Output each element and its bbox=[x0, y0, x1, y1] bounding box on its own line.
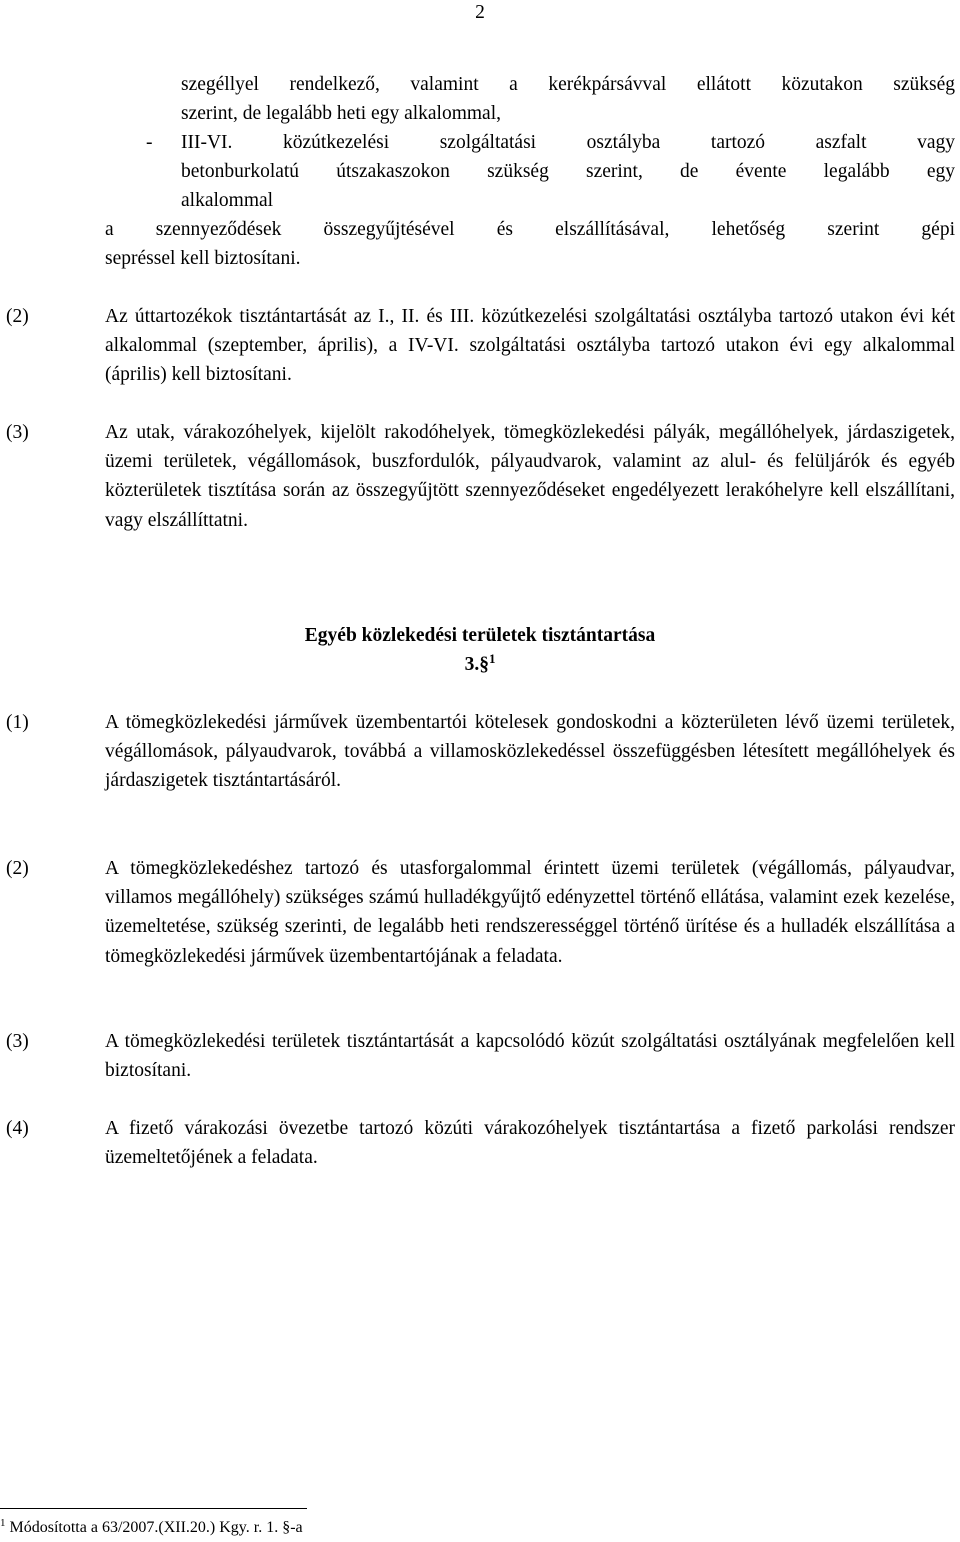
paragraph-text: A tömegközlekedéshez tartozó és utasforgalommal érintett üzemi területek (végállomás, pályaudvar, villamos megállóhely) szükséges számú hulladékgyűjtő edényzettel történő ellátása, valamint ezek kezelése, üzemeltetése, szükség szerinti, de legalább heti rendszerességgel történő ürítése és a hulladék elszállítása a tömegközlekedési járművek üzembentartójának a feladata. bbox=[105, 858, 955, 967]
footnote-text: Módosította a 63/2007.(XII.20.) Kgy. r. 1. §-a bbox=[9, 1519, 303, 1536]
paragraph-number: (4) bbox=[6, 1118, 29, 1139]
list-dash: - bbox=[146, 132, 153, 153]
paragraph-number: (1) bbox=[6, 712, 29, 733]
intro-line: a szennyeződések összegyűjtésével és elszállításával, lehetőség szerint gépi bbox=[105, 219, 955, 240]
paragraph-number: (2) bbox=[6, 306, 29, 327]
paragraph-text: A fizető várakozási övezetbe tartozó közúti várakozóhelyek tisztántartása a fizető parkolási rendszer üzemeltetőjének a feladata. bbox=[105, 1118, 955, 1169]
intro-line: alkalommal bbox=[181, 190, 274, 211]
footnote-marker: 1 bbox=[0, 1517, 6, 1529]
intro-line: szegéllyel rendelkező, valamint a kerékpársávval ellátott közutakon szükség bbox=[181, 74, 955, 95]
footnote-ref: 1 bbox=[488, 651, 496, 666]
paragraph-text: A tömegközlekedési járművek üzembentartói kötelesek gondoskodni a közterületen lévő üzemi területek, végállomások, pályaudvarok, továbbá a villamosközlekedéssel összefüggésben létesített megállóhelyek és járdaszigetek tisztántartásáról. bbox=[105, 712, 955, 792]
paragraph-number: (3) bbox=[6, 1031, 29, 1052]
footnote bbox=[0, 1518, 303, 1538]
section-number-text: 3.§ bbox=[464, 654, 489, 675]
paragraph-text: Az utak, várakozóhelyek, kijelölt rakodóhelyek, tömegközlekedési pályák, megállóhelyek, járdaszigetek, üzemi területek, végállomások, buszfordulók, pályaudvarok, valamint az alul- és felüljárók és egyéb közterületek tisztítása során az összegyűjtött szennyeződéseket engedélyezett lerakóhelyre kell elszállítani, vagy elszállíttatni. bbox=[105, 422, 955, 531]
intro-line: III-VI. közútkezelési szolgáltatási osztályba tartozó aszfalt vagy bbox=[181, 132, 955, 153]
section-number bbox=[0, 650, 960, 679]
section-title: Egyéb közlekedési területek tisztántartása bbox=[304, 625, 656, 646]
intro-line: betonburkolatú útszakaszokon szükség szerint, de évente legalább egy bbox=[181, 161, 955, 182]
paragraph-number: (3) bbox=[6, 422, 29, 443]
page-number: 2 bbox=[475, 2, 485, 23]
paragraph-number: (2) bbox=[6, 858, 29, 879]
paragraph-text: Az úttartozékok tisztántartását az I., II. és III. közútkezelési szolgáltatási osztályba tartozó utakon évi két alkalommal (szeptember, április), a IV-VI. szolgáltatási osztályba tartozó utakon évi egy alkalommal (április) kell biztosítani. bbox=[105, 306, 955, 386]
intro-line: sepréssel kell biztosítani. bbox=[105, 248, 301, 269]
footnote-divider bbox=[0, 1508, 307, 1509]
paragraph-text: A tömegközlekedési területek tisztántartását a kapcsolódó közút szolgáltatási osztályának megfelelően kell biztosítani. bbox=[105, 1031, 955, 1082]
intro-line: szerint, de legalább heti egy alkalommal, bbox=[181, 103, 502, 124]
